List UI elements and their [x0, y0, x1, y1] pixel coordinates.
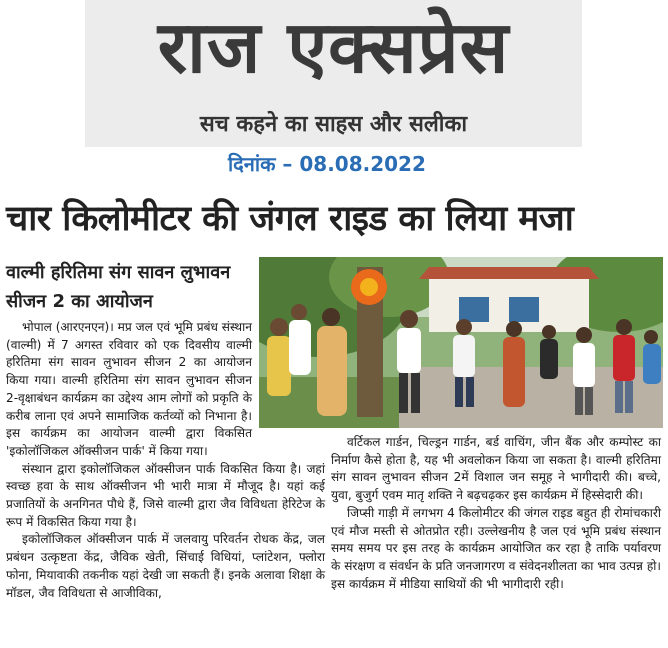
article-left-column [6, 319, 325, 602]
article-subheadline: वाल्मी हरितिमा संग सावन लुभावन सीजन 2 का आयोजन [6, 262, 231, 312]
masthead-title: राज एक्सप्रेस [157, 5, 510, 89]
article-headline: चार किलोमीटर की जंगल राइड का लिया मजा [6, 199, 574, 239]
paragraph: संस्थान द्वारा इकोलॉजिकल ऑक्सीजन पार्क विकसित किया है। जहां स्वच्छ हवा के साथ ऑक्सीजन भी भारी मात्रा में मौजूद है। यहां कई प्रजातियों के अनगिनत पौधे हैं, जिसे वाल्मी द्वारा जैव विविधता हेरिटेज के रूप में विकसित किया गया है। [6, 461, 325, 529]
paragraph: इकोलॉजिकल ऑक्सीजन पार्क में जलवायु परिवर्तन रोधक केंद्र, जल प्रबंधन उत्कृष्टता केंद्र, जैविक खेती, सिंचाई विधियां, प्लांटेशन, फ्लोरा फोना, मियावाकी तकनीक यहां देखी जा सकती हैं। इनके अलावा शिक्षा के मॉडल, जैव विविधता से आजीविका, [6, 532, 325, 600]
article-right-column [331, 434, 661, 593]
dateline: दिनांक – 08.08.2022 [228, 152, 426, 176]
paragraph: जिप्सी गाड़ी में लगभग 4 किलोमीटर की जंगल राइड बहुत ही रोमांचकारी एवं मौज मस्ती से ओतप्रोत रही। उल्लेखनीय है जल एवं भूमि प्रबंध संस्थान समय समय पर इस तरह के कार्यक्रम आयोजित कर रहा है ताकि पर्यावरण के संरक्षण व संवर्धन के प्रति जनजागरण व संवेदनशीलता का भाव उत्पन्न हो। इस कार्यक्रम में मीडिया साथियों की भी भागीदारी रही। [331, 505, 661, 591]
masthead-tagline: सच कहने का साहस और सलीका [199, 112, 468, 137]
paragraph: वर्टिकल गार्डन, चिल्ड्रन गार्डन, बर्ड वाचिंग, जीन बैंक और कम्पोस्ट का निर्माण कैसे होता है, यह भी अवलोकन किया जा सकता है। वाल्मी हरितिमा संग सावन लुभावन सीजन 2में विशाल जन समूह ने भागीदारी की। बच्चे, युवा, बुजुर्ग एवम मातृ शक्ति ने बढ़चढ़कर इस कार्यक्रम में हिस्सेदारी की। [331, 435, 661, 503]
paragraph: भोपाल (आरएनएन)। मप्र जल एवं भूमि प्रबंध संस्थान (वाल्मी) में 7 अगस्त रविवार को एक दिवसीय वाल्मी हरितिमा संग सावन लुभावन सीजन 2 का आयोजन किया गया। वाल्मी हरितिमा संग सावन लुभावन सीजन 2-वृक्षाबंधन कार्यक्रम का उद्देश्य आम लोगों को प्रकृति के करीब लाना एवं अपने सामाजिक कर्तव्यों को निभाना है। इस कार्यक्रम का आयोजन वाल्मी द्वारा विकसित 'इकोलॉजिकल ऑक्सीजन पार्क' में किया गया। [6, 320, 252, 458]
masthead [85, 0, 582, 147]
